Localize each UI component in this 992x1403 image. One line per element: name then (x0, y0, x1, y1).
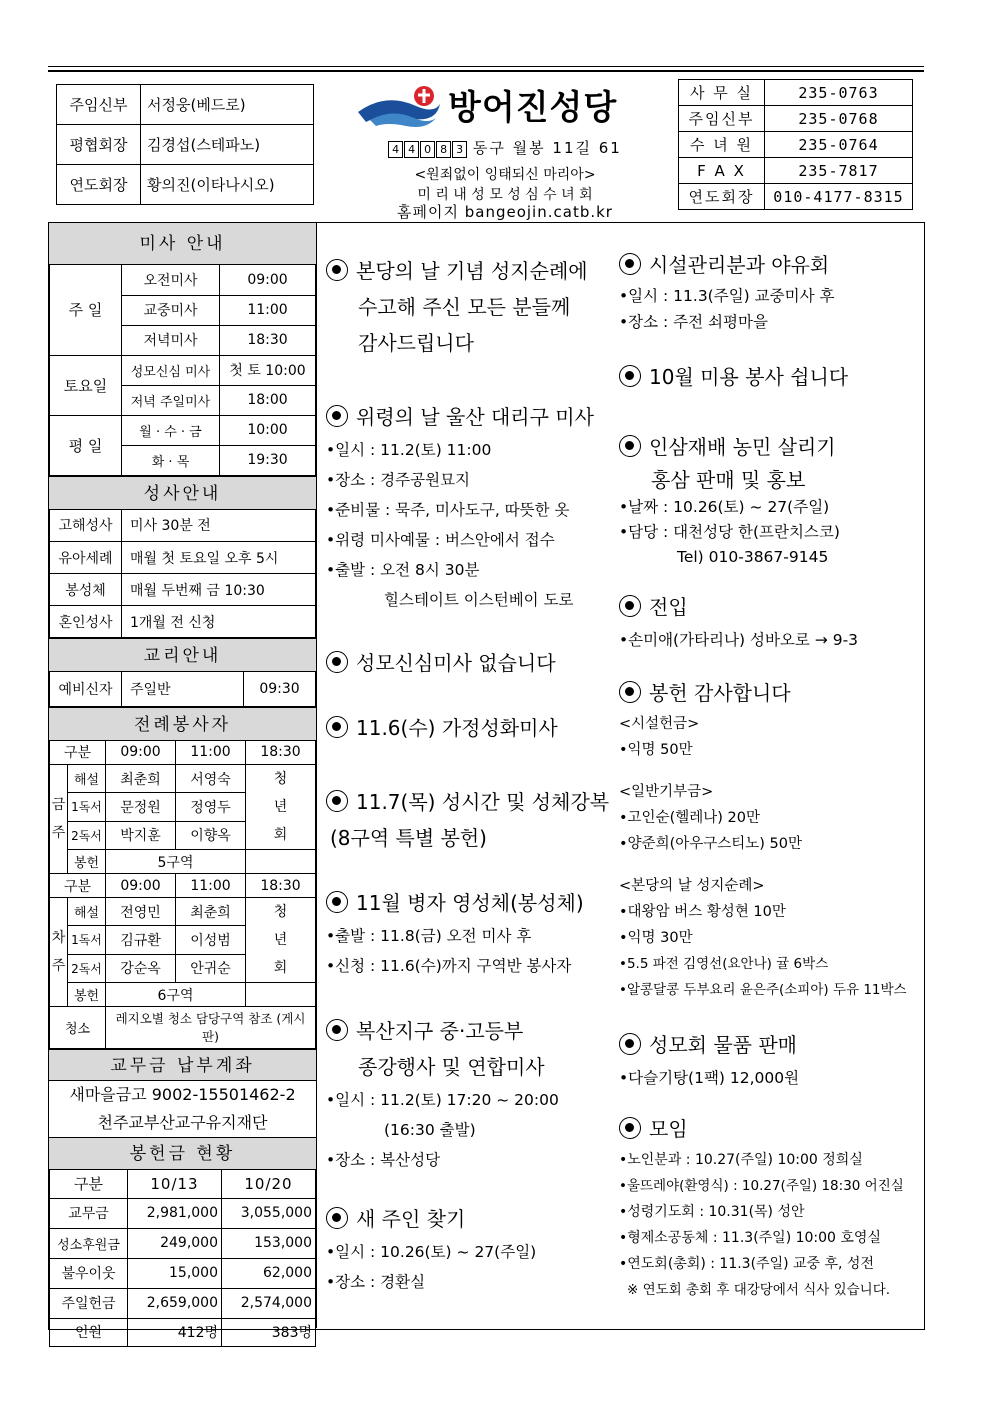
offering-value: 249,000 (128, 1228, 222, 1258)
postal-digit: 0 (420, 141, 435, 158)
offering-header: 구분 (50, 1170, 128, 1198)
mass-time: 18:30 (220, 325, 316, 355)
notice-line: •장소 : 복산성당 (326, 1151, 441, 1169)
notice-line: •익명 50만 (619, 742, 693, 758)
notice-facility-picnic (619, 247, 921, 335)
youth-char: 년 (273, 799, 288, 815)
staff-role: 주임신부 (57, 85, 141, 125)
notice-title: 감사드립니다 (358, 331, 474, 355)
account-holder: 천주교부산교구유지재단 (97, 1113, 268, 1132)
notice-bullet-icon (326, 891, 348, 913)
week-label-char: 금 (51, 797, 66, 813)
doctrine-table (49, 672, 316, 707)
notice-ginseng-sale (619, 429, 921, 570)
notice-bullet-icon (619, 365, 641, 387)
offering-name: 인원 (50, 1318, 128, 1346)
servers-header: 구분 (50, 874, 106, 898)
servers-header: 11:00 (176, 874, 246, 898)
account-title: 교무금 납부계좌 (49, 1049, 316, 1081)
server-name: 정영두 (176, 793, 246, 821)
notice-line: •일시 : 11.2(토) 11:00 (326, 441, 492, 459)
offering-name: 불우이웃 (50, 1258, 128, 1288)
staff-name: 김경섭(스테파노) (141, 125, 314, 165)
staff-name: 서정웅(베드로) (141, 85, 314, 125)
notice-title: (8구역 특별 봉헌) (330, 826, 487, 850)
notice-line: •장소 : 경환실 (326, 1273, 426, 1291)
offering-table (49, 1170, 316, 1347)
servers-header: 18:30 (246, 874, 316, 898)
week-label-char: 주 (51, 825, 66, 841)
notice-line: •일시 : 10.26(토) ~ 27(주일) (326, 1243, 537, 1261)
server-role: 1독서 (68, 793, 106, 821)
doctrine-time: 09:30 (244, 672, 316, 706)
blank-cell (246, 850, 316, 874)
notice-line: •일시 : 11.2(토) 17:20 ~ 20:00 (326, 1091, 559, 1109)
notice-line: Tel) 010-3867-9145 (677, 548, 829, 566)
blank-cell (246, 983, 316, 1007)
youth-group (246, 898, 316, 983)
notice-line: •출발 : 11.8(금) 오전 미사 후 (326, 927, 532, 945)
street-address: 동구 월봉 11길 61 (472, 139, 622, 157)
notice-title: 전입 (649, 595, 688, 619)
notice-title: 11월 병자 영성체(봉성체) (356, 891, 584, 915)
notice-title: 수고해 주신 모든 분들께 (358, 295, 571, 319)
offer-district: 6구역 (106, 983, 246, 1007)
offering-header: 10/13 (128, 1170, 222, 1198)
offering-value: 15,000 (128, 1258, 222, 1288)
mass-time: 10:00 (220, 415, 316, 445)
offering-value: 2,574,000 (222, 1288, 316, 1318)
mass-name: 성모신심 미사 (122, 355, 220, 385)
notice-line: •장소 : 경주공원묘지 (326, 471, 471, 489)
postal-digit: 3 (452, 141, 467, 158)
mass-name: 교중미사 (122, 295, 220, 325)
postal-digit: 4 (404, 141, 419, 158)
mass-title: 미사 안내 (49, 223, 316, 265)
notice-bullet-icon (326, 1019, 348, 1041)
notice-bullet-icon (619, 1117, 641, 1139)
notice-title: 위령의 날 울산 대리구 미사 (356, 405, 594, 429)
staff-role: 연도회장 (57, 165, 141, 205)
cleaning-info: 레지오별 청소 담당구역 참조 (게시판) (106, 1007, 316, 1049)
notice-line: •준비물 : 묵주, 미사도구, 따뜻한 옷 (326, 501, 570, 519)
phone-number: 235-0763 (765, 80, 913, 106)
offering-value: 3,055,000 (222, 1198, 316, 1228)
phone-label: 사 무 실 (679, 80, 765, 106)
staff-name: 황의진(이타나시오) (141, 165, 314, 205)
notice-line: •고인순(헬레나) 20만 (619, 810, 760, 826)
notice-sick-communion (326, 885, 616, 981)
offering-value: 412명 (128, 1318, 222, 1346)
youth-char: 년 (273, 932, 288, 948)
notice-line: 힐스테이트 이스턴베이 도로 (384, 591, 574, 609)
cleaning-label: 청소 (50, 1007, 106, 1049)
notice-title: 인삼재배 농민 살리기 (649, 435, 836, 459)
phone-number: 235-7817 (765, 158, 913, 184)
offer-district: 5구역 (106, 850, 246, 874)
notice-title: 봉헌 감사합니다 (649, 681, 791, 705)
week-label (50, 898, 68, 1007)
offering-value: 2,981,000 (128, 1198, 222, 1228)
youth-char: 청 (273, 904, 288, 920)
notice-title: 모임 (649, 1117, 688, 1141)
server-name: 서영숙 (176, 765, 246, 793)
notice-lost-found (326, 1201, 616, 1297)
notice-line: •위령 미사예물 : 버스안에서 접수 (326, 531, 555, 549)
phone-table (678, 79, 913, 210)
notice-line: •날짜 : 10.26(토) ~ 27(주일) (619, 498, 830, 516)
mass-time: 09:00 (220, 265, 316, 295)
top-rule-thick (48, 70, 924, 72)
offering-title: 봉헌금 현황 (49, 1138, 316, 1170)
offering-value: 62,000 (222, 1258, 316, 1288)
notice-donations (619, 675, 921, 1003)
notice-bullet-icon (619, 595, 641, 617)
notice-title: 본당의 날 기념 성지순례에 (356, 259, 588, 283)
server-role: 해설 (68, 765, 106, 793)
notice-transfer-in (619, 589, 921, 655)
server-name: 이성범 (176, 926, 246, 954)
notice-line: <시설헌금> (619, 716, 700, 732)
notice-line: •울뜨레야(환영식) : 10.27(주일) 18:30 어진실 (619, 1178, 904, 1194)
notice-all-souls-mass (326, 399, 616, 615)
notice-bullet-icon (619, 1033, 641, 1055)
server-name: 전영민 (106, 898, 176, 926)
notice-line: •일시 : 11.3(주일) 교중미사 후 (619, 287, 835, 305)
weekday-label: 평 일 (50, 415, 122, 475)
account-number: 새마을금고 9002-15501462-2 (69, 1085, 296, 1104)
notice-bullet-icon (326, 259, 348, 281)
doctrine-info: 주일반 (122, 672, 244, 706)
server-name: 박지훈 (106, 821, 176, 849)
sacrament-info: 매월 첫 토요일 오후 5시 (122, 542, 316, 574)
notice-title: 홍삼 판매 및 홍보 (651, 468, 806, 492)
sunday-label: 주 일 (50, 265, 122, 355)
notice-line: •5.5 파전 김영선(요안나) 귤 6박스 (619, 956, 829, 972)
server-name: 최춘희 (176, 898, 246, 926)
notice-family-mass (326, 710, 558, 746)
notice-line: •익명 30만 (619, 930, 693, 946)
notice-title: 10월 미용 봉사 쉽니다 (649, 365, 849, 389)
sacrament-info: 미사 30분 전 (122, 510, 316, 542)
server-name: 김규환 (106, 926, 176, 954)
sacrament-name: 봉성체 (50, 574, 122, 606)
notice-line: •알콩달콩 두부요리 윤은주(소피아) 두유 11박스 (619, 982, 907, 998)
server-role: 2독서 (68, 954, 106, 982)
server-name: 최춘희 (106, 765, 176, 793)
phone-label: F A X (679, 158, 765, 184)
sacrament-info: 1개월 전 신청 (122, 606, 316, 638)
mass-name: 저녁미사 (122, 325, 220, 355)
notice-holy-hour (326, 784, 609, 856)
notice-line: •신청 : 11.6(수)까지 구역반 봉사자 (326, 957, 572, 975)
server-name: 문정원 (106, 793, 176, 821)
server-role: 해설 (68, 898, 106, 926)
notice-line: •노인분과 : 10.27(주일) 10:00 정희실 (619, 1152, 863, 1168)
spacer (619, 763, 921, 779)
offering-header: 10/20 (222, 1170, 316, 1198)
phone-label: 주임신부 (679, 106, 765, 132)
notice-bullet-icon (326, 651, 348, 673)
phone-number: 010-4177-8315 (765, 184, 913, 210)
youth-char: 회 (273, 960, 288, 976)
notice-no-marian-mass (326, 645, 556, 681)
notice-bullet-icon (619, 681, 641, 703)
notice-title: 시설관리분과 야유회 (649, 253, 830, 277)
notice-line: •형제소공동체 : 11.3(주일) 10:00 호영실 (619, 1230, 881, 1246)
servers-header: 09:00 (106, 874, 176, 898)
sacrament-title: 성사안내 (49, 476, 316, 510)
sacrament-info: 매월 두번째 금 10:30 (122, 574, 316, 606)
phone-number: 235-0764 (765, 132, 913, 158)
notice-title: 성모신심미사 없습니다 (356, 651, 556, 675)
notice-title: 11.6(수) 가정성화미사 (356, 716, 558, 740)
notice-bullet-icon (619, 253, 641, 275)
notice-line: •손미애(가타리나) 성바오로 → 9-3 (619, 631, 859, 649)
notice-mothers-sale (619, 1027, 921, 1093)
notice-youth-mass (326, 1013, 616, 1175)
mass-time: 첫 토 10:00 (220, 355, 316, 385)
servers-header: 구분 (50, 741, 106, 765)
servers-header: 11:00 (176, 741, 246, 765)
address (360, 137, 650, 158)
notice-title: 11.7(목) 성시간 및 성체강복 (356, 790, 610, 814)
staff-role: 평협회장 (57, 125, 141, 165)
notice-title: 종강행사 및 연합미사 (358, 1055, 545, 1079)
youth-char: 회 (273, 827, 288, 843)
doctrine-title: 교리안내 (49, 638, 316, 672)
offering-value: 153,000 (222, 1228, 316, 1258)
offering-value: 383명 (222, 1318, 316, 1346)
server-name: 강순옥 (106, 954, 176, 982)
postal-digit: 8 (436, 141, 451, 158)
notice-line: •연도회(총회) : 11.3(주일) 교중 후, 성전 (619, 1256, 874, 1272)
notice-line: •양준희(아우구스티노) 50만 (619, 836, 802, 852)
servers-title: 전례봉사자 (49, 707, 316, 741)
notice-line: •다슬기탕(1팩) 12,000원 (619, 1069, 800, 1087)
offering-name: 교무금 (50, 1198, 128, 1228)
offer-label: 봉헌 (68, 983, 106, 1007)
spacer (619, 857, 921, 873)
saturday-label: 토요일 (50, 355, 122, 415)
week-label-char: 차 (51, 930, 66, 946)
week-label-char: 주 (51, 958, 66, 974)
motto: <원죄없이 잉태되신 마리아> (414, 167, 596, 183)
sacrament-name: 혼인성사 (50, 606, 122, 638)
postal-code (388, 139, 468, 158)
congregation: 미 리 내 성 모 성 심 수 녀 회 (417, 187, 593, 203)
week-label (50, 765, 68, 874)
mass-time: 11:00 (220, 295, 316, 325)
staff-table (56, 84, 314, 205)
phone-number: 235-0768 (765, 106, 913, 132)
notice-no-haircut (619, 359, 848, 395)
phone-label: 수 녀 원 (679, 132, 765, 158)
mass-table (49, 265, 316, 476)
notice-meetings (619, 1111, 921, 1303)
doctrine-name: 예비신자 (50, 672, 122, 706)
sacrament-table (49, 510, 316, 639)
notice-line: •출발 : 오전 8시 30분 (326, 561, 480, 579)
postal-digit: 4 (388, 141, 403, 158)
phone-label: 연도회장 (679, 184, 765, 210)
notice-pilgrimage-thanks (326, 253, 616, 361)
parish-name: 방어진성당 (448, 88, 618, 128)
homepage-link[interactable]: 홈페이지 bangeojin.catb.kr (397, 203, 613, 221)
notice-bullet-icon (326, 790, 348, 812)
offer-label: 봉헌 (68, 850, 106, 874)
server-name: 안귀순 (176, 954, 246, 982)
servers-header: 09:00 (106, 741, 176, 765)
servers-table (49, 741, 316, 1050)
notice-line: •성령기도회 : 10.31(목) 성안 (619, 1204, 805, 1220)
notice-title: 성모회 물품 판매 (649, 1033, 797, 1057)
youth-char: 청 (273, 771, 288, 787)
mass-name: 화 · 목 (122, 445, 220, 475)
mass-time: 18:00 (220, 385, 316, 415)
server-name: 이향옥 (176, 821, 246, 849)
account-info (49, 1081, 316, 1138)
notice-title: 새 주인 찾기 (356, 1207, 466, 1231)
offering-name: 주일헌금 (50, 1288, 128, 1318)
server-role: 2독서 (68, 821, 106, 849)
main-content (48, 222, 925, 1341)
left-column (49, 223, 317, 1341)
top-rule (48, 66, 924, 67)
notice-bullet-icon (326, 405, 348, 427)
notice-line: (16:30 출발) (384, 1121, 476, 1139)
servers-header: 18:30 (246, 741, 316, 765)
mass-time: 19:30 (220, 445, 316, 475)
notice-line: <일반기부금> (619, 784, 714, 800)
sacrament-name: 유아세례 (50, 542, 122, 574)
mass-name: 월 · 수 · 금 (122, 415, 220, 445)
offering-value: 2,659,000 (128, 1288, 222, 1318)
notice-line: •대왕암 버스 황성현 10만 (619, 904, 786, 920)
notice-line: •담당 : 대천성당 한(프란치스코) (619, 523, 840, 541)
notice-bullet-icon (326, 1207, 348, 1229)
notice-line: <본당의 날 성지순례> (619, 878, 765, 894)
notice-title: 복산지구 중·고등부 (356, 1019, 524, 1043)
mass-name: 오전미사 (122, 265, 220, 295)
sacrament-name: 고해성사 (50, 510, 122, 542)
youth-group (246, 765, 316, 850)
mass-name: 저녁 주일미사 (122, 385, 220, 415)
notice-bullet-icon (619, 435, 641, 457)
server-role: 1독서 (68, 926, 106, 954)
notice-line: ※ 연도회 총회 후 대강당에서 식사 있습니다. (627, 1282, 891, 1298)
notice-bullet-icon (326, 716, 348, 738)
notice-line: •장소 : 주전 쇠평마을 (619, 313, 768, 331)
offering-name: 성소후원금 (50, 1228, 128, 1258)
